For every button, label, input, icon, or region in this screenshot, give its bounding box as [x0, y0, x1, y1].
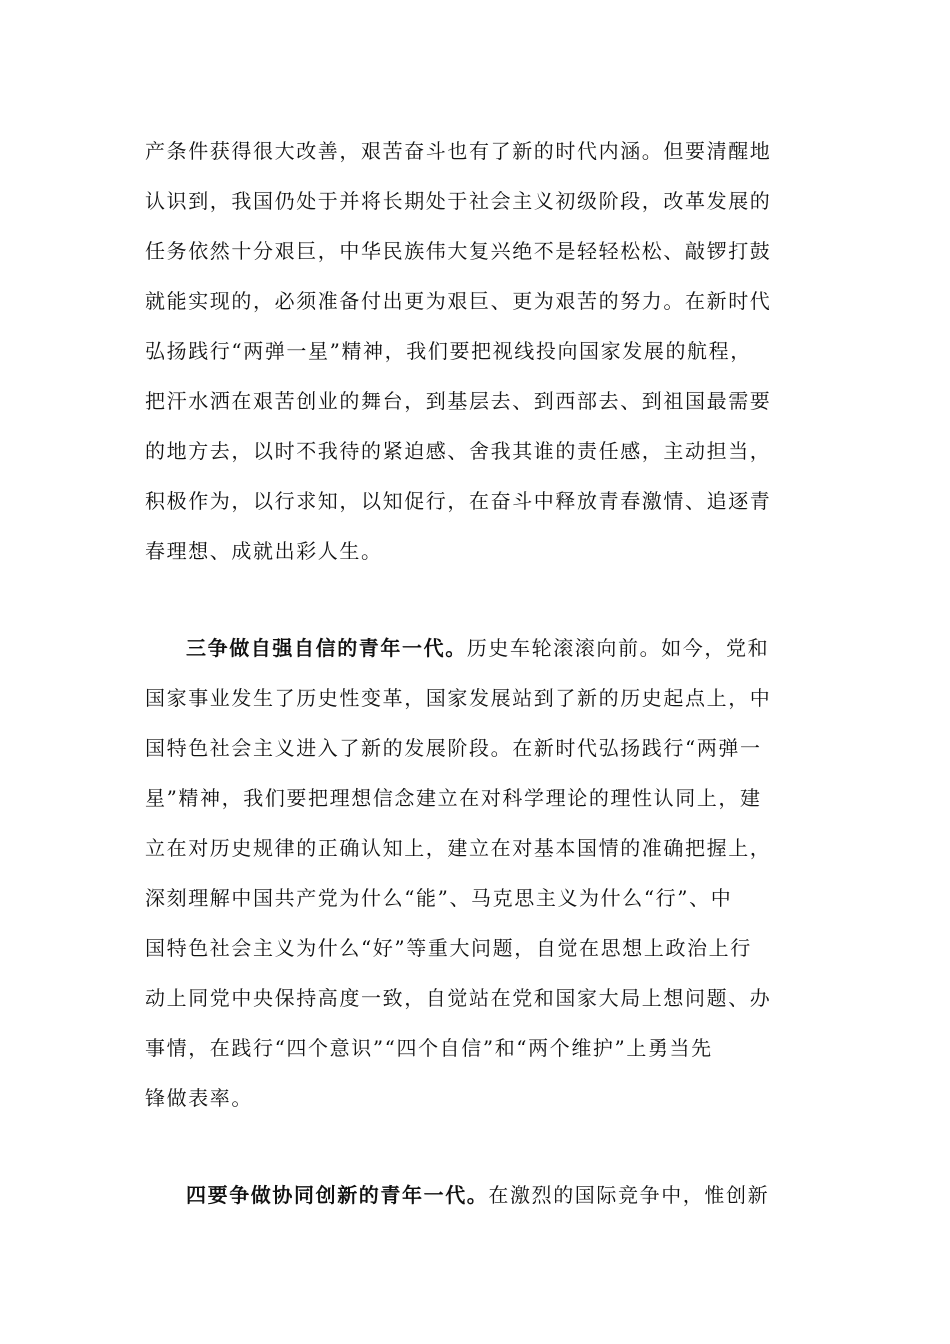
text-line-first — [186, 630, 806, 666]
text-line: 的地方去，以时不我待的紧迫感、舍我其谁的责任感，主动担当， — [145, 439, 772, 463]
section-heading: 三争做自强自信的青年一代。 — [186, 636, 467, 660]
text-line: 动上同党中央保持高度一致，自觉站在党和国家大局上想问题、办 — [145, 986, 772, 1010]
text-line: 弘扬践行“两弹一星”精神，我们要把视线投向国家发展的航程， — [145, 339, 752, 363]
text-line: 就能实现的，必须准备付出更为艰巨、更为艰苦的努力。在新时代 — [145, 289, 772, 313]
text-line: 国特色社会主义为什么“好”等重大问题，自觉在思想上政治上行 — [145, 936, 752, 960]
text-line: 春理想、成就出彩人生。 — [145, 539, 383, 563]
text-line: 把汗水洒在艰苦创业的舞台，到基层去、到西部去、到祖国最需要 — [145, 389, 772, 413]
text-line: 国特色社会主义进入了新的发展阶段。在新时代弘扬践行“两弹一 — [145, 736, 762, 760]
text-line: 国家事业发生了历史性变革，国家发展站到了新的历史起点上，中 — [145, 686, 772, 710]
text-line-first — [186, 1177, 806, 1213]
section-heading: 四要争做协同创新的青年一代。 — [186, 1183, 489, 1207]
text-line: 立在对历史规律的正确认知上，建立在对基本国情的准确把握上， — [145, 836, 772, 860]
text-line: 任务依然十分艰巨，中华民族伟大复兴绝不是轻轻松松、敲锣打鼓 — [145, 239, 772, 263]
text-line: 产条件获得很大改善，艰苦奋斗也有了新的时代内涵。但要清醒地 — [145, 139, 772, 163]
text-run: 历史车轮滚滚向前。如今，党和 — [466, 636, 770, 660]
text-line: 星”精神，我们要把理想信念建立在对科学理论的理性认同上，建 — [145, 786, 762, 810]
text-run: 在激烈的国际竞争中，惟创新 — [488, 1183, 770, 1207]
text-line: 积极作为，以行求知，以知促行，在奋斗中释放青春激情、追逐青 — [145, 489, 772, 513]
text-line: 深刻理解中国共产党为什么“能”、马克思主义为什么“行”、中 — [145, 886, 733, 910]
text-line: 认识到，我国仍处于并将长期处于社会主义初级阶段，改革发展的 — [145, 189, 772, 213]
text-line: 事情，在践行“四个意识”“四个自信”和“两个维护”上勇当先 — [145, 1036, 713, 1060]
text-line: 锋做表率。 — [145, 1086, 253, 1110]
